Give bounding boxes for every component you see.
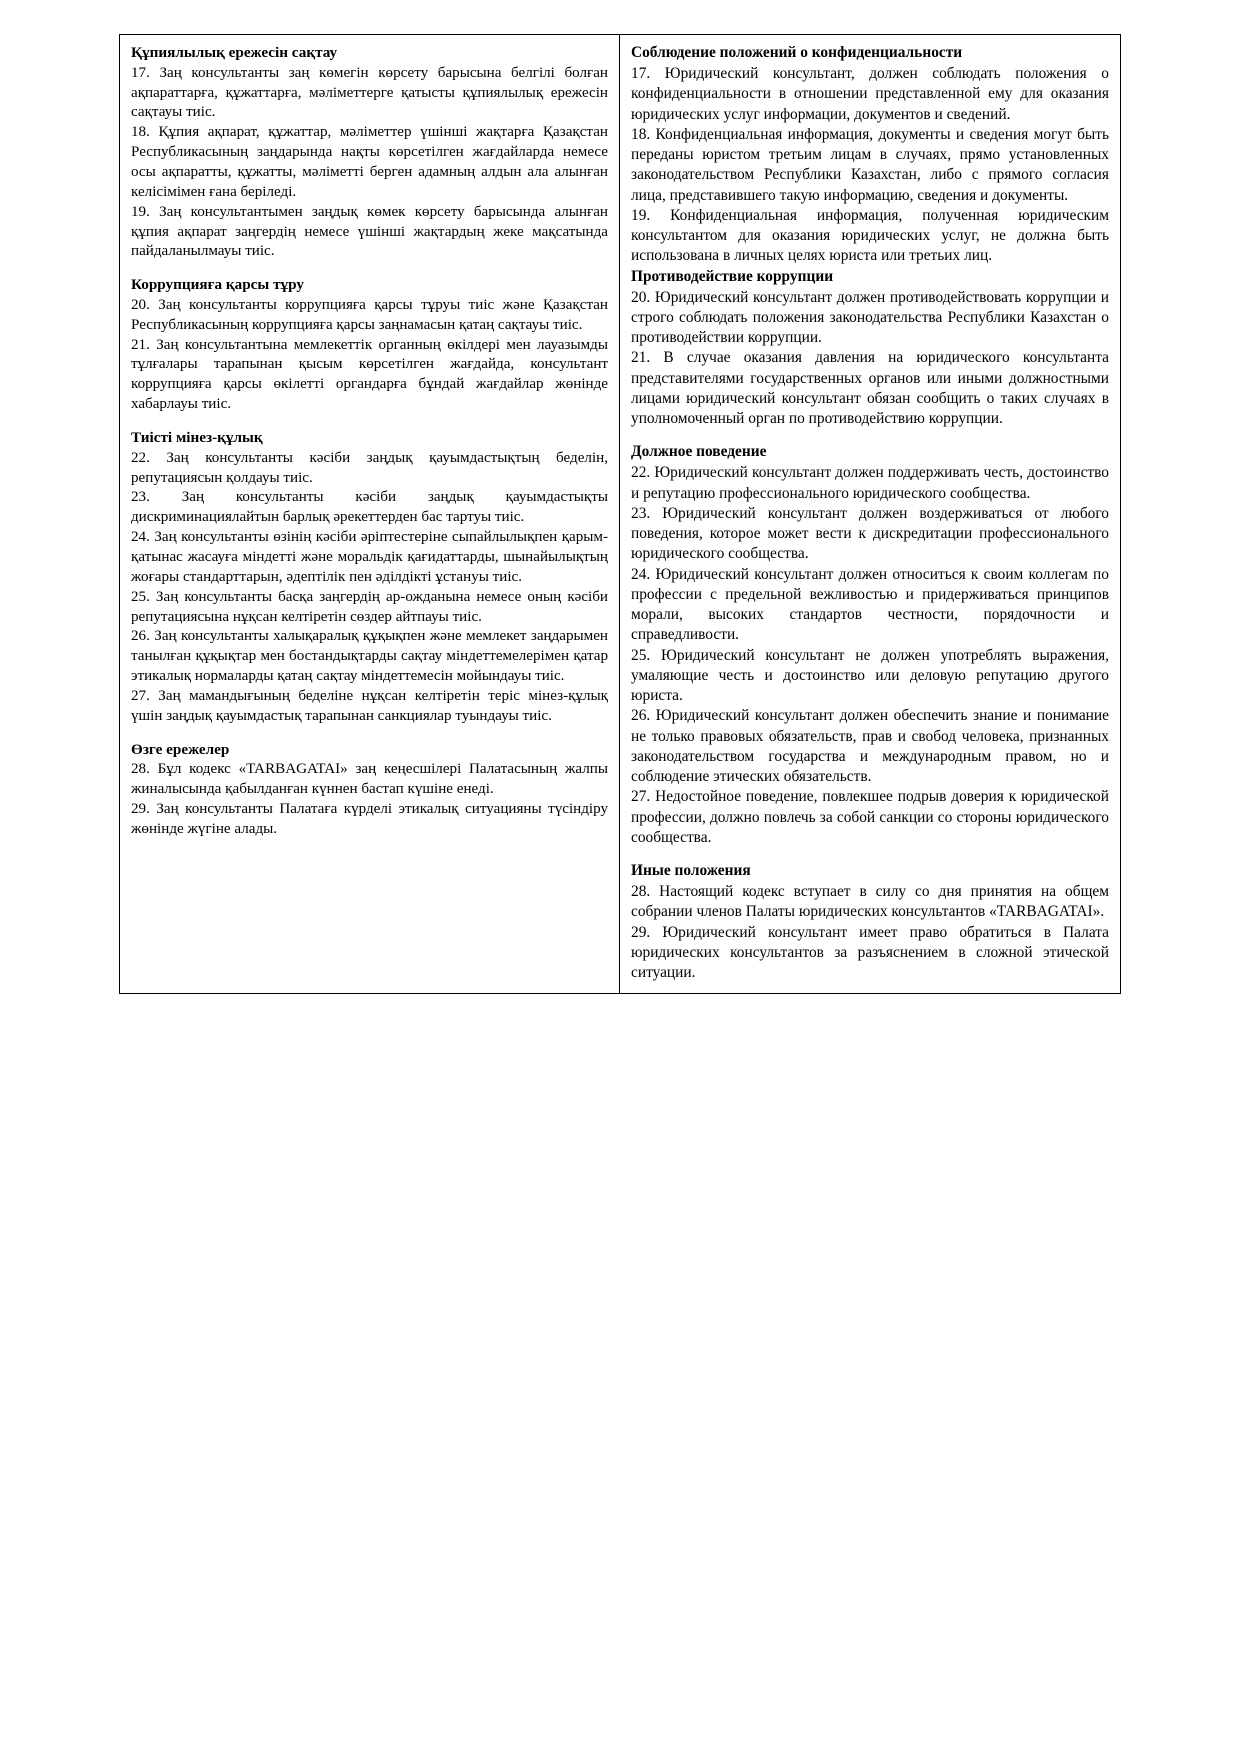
- paragraph-27-ru: 27. Недостойное поведение, повлекшее подрыв доверия к юридической профессии, должно повлечь за собой санкции со стороны юридического сообщества.: [631, 788, 1109, 846]
- paragraph-24-kk: 24. Заң консультанты өзінің кәсіби әріптестеріне сыпайлылықпен қарым-қатынас жасауға міндетті және моральдік қағидаттарды, шынайылықтың жоғары стандарттарын, әдептілік пен әділдікті ұстануы тиіс.: [131, 529, 608, 585]
- paragraph-23-ru: 23. Юридический консультант должен воздерживаться от любого поведения, которое может вести к дискредитации профессионального юридического сообщества.: [631, 504, 1109, 563]
- paragraph-20-kk: 20. Заң консультанты коррупцияға қарсы тұруы тиіс және Қазақстан Республикасының коррупцияға қарсы заңнамасын қатаң сақтауы тиіс.: [131, 296, 608, 333]
- paragraph-21-ru: 21. В случае оказания давления на юридического консультанта представителями государственных органов или иными должностными лицами юридический консультант обязан сообщить о таких случаях в уполномоченный орган по противодействию коррупции.: [631, 349, 1109, 428]
- section-heading-confidentiality-kk: Құпиялылық ережесін сақтау: [131, 44, 338, 61]
- section-heading-conduct-ru: Должное поведение: [631, 443, 767, 461]
- paragraph-27-kk: 27. Заң мамандығының беделіне нұқсан келтіретін теріс мінез-құлық үшін заңдық қауымдастық тарапынан санкциялар туындауы тиіс.: [131, 687, 608, 724]
- paragraph-20-ru: 20. Юридический консультант должен противодействовать коррупции и строго соблюдать положения законодательства Республики Казахстан о противодействии коррупции.: [631, 288, 1109, 347]
- paragraph-29-kk: 29. Заң консультанты Палатаға күрделі этикалық ситуацияны түсіндіру жөнінде жүгіне алады.: [131, 801, 608, 837]
- bilingual-table: [119, 34, 1121, 994]
- section-heading-conduct-kk: Тиісті мінез-құлық: [131, 429, 263, 446]
- paragraph-29-ru: 29. Юридический консультант имеет право обратиться в Палата юридических консультантов за разъяснением в сложной этической ситуации.: [631, 923, 1109, 982]
- paragraph-18-kk: 18. Құпия ақпарат, құжаттар, мәліметтер үшінші жақтарға Қазақстан Республикасының заңдарында нақты көрсетілген жағдайларда немесе осы ақпаратты, құжатты, мәліметті берген адамның алдын ала алынған келісімімен ғана беріледі.: [131, 124, 608, 200]
- paragraph-17-kk: 17. Заң консультанты заң көмегін көрсету барысына белгілі болған ақпараттарға, құжаттарға, мәліметтерге қатысты құпиялылық ережесін сақтауы тиіс.: [131, 64, 608, 121]
- section-heading-other-ru: Иные положения: [631, 862, 751, 880]
- section-heading-anticorruption-kk: Коррупцияға қарсы тұру: [131, 276, 304, 294]
- paragraph-28-ru: 28. Настоящий кодекс вступает в силу со дня принятия на общем собрании членов Палаты юридических консультантов «TARBAGATAI».: [631, 883, 1109, 921]
- paragraph-23-kk: 23. Заң консультанты кәсіби заңдық қауымдастықты дискриминациялайтын барлық әрекеттерден бас тартуы тиіс.: [131, 489, 608, 526]
- paragraph-28-kk: 28. Бұл кодекс «TARBAGATAI» заң кеңесшілері Палатасының жалпы жиналысында қабылданған күннен бастап күшіне енеді.: [131, 761, 608, 798]
- paragraph-22-ru: 22. Юридический консультант должен поддерживать честь, достоинство и репутацию профессионального юридического сообщества.: [631, 464, 1109, 502]
- paragraph-19-kk: 19. Заң консультантымен заңдық көмек көрсету барысында алынған құпия ақпарат заңгердің немесе үшінші жақтардың жеке мақсатында пайдаланылмауы тиіс.: [131, 203, 608, 260]
- paragraph-26-ru: 26. Юридический консультант должен обеспечить знание и понимание не только правовых обязательств, прав и свобод человека, признанных законодательством государства и международным правом, но и соблюдение этических обязательств.: [631, 707, 1109, 786]
- paragraph-25-ru: 25. Юридический консультант не должен употреблять выражения, умаляющие честь и достоинство или деловую репутацию другого юриста.: [631, 646, 1109, 705]
- paragraph-17-ru: 17. Юридический консультант, должен соблюдать положения о конфиденциальности в отношении представленной ему для оказания юридических услуг информации, документов и сведений.: [631, 65, 1109, 123]
- paragraph-21-kk: 21. Заң консультантына мемлекеттік органның өкілдері мен лауазымды тұлғалары тарапынан қысым көрсетілген жағдайда, консультант коррупцияға қарсы өкілетті органдарға бұндай жағдайлар жөнінде хабарлауы тиіс.: [131, 336, 608, 413]
- section-heading-anticorruption-ru: Противодействие коррупции: [631, 267, 834, 285]
- table-cell-russian: [620, 35, 1120, 993]
- section-heading-other-kk: Өзге ережелер: [131, 740, 230, 758]
- table-cell-kazakh: [120, 35, 620, 993]
- paragraph-26-kk: 26. Заң консультанты халықаралық құқықпен және мемлекет заңдарымен танылған құқықтар мен бостандықтарды сақтау міндеттемелерімен қатар этикалық нормаларды қатаң сақтау міндеттемесін мойындауы тиіс.: [131, 628, 608, 685]
- paragraph-22-kk: 22. Заң консультанты кәсіби заңдық қауымдастықтың беделін, репутациясын қолдауы тиіс.: [131, 449, 608, 486]
- section-heading-confidentiality-ru: Соблюдение положений о конфиденциальности: [631, 44, 963, 61]
- paragraph-25-kk: 25. Заң консультанты басқа заңгердің ар-ожданына немесе оның кәсіби репутациясына нұқсан келтіретін сөздер айтпауы тиіс.: [131, 588, 608, 625]
- paragraph-18-ru: 18. Конфиденциальная информация, документы и сведения могут быть переданы юристом третьим лицам в случаях, прямо установленных законодательством Республики Казахстан, либо с прямого согласия лица, представившего такую информацию, сведения и документы.: [631, 125, 1109, 204]
- paragraph-24-ru: 24. Юридический консультант должен относиться к своим коллегам по профессии с предельной вежливостью и придерживаться принципов морали, высоких стандартов честности, порядочности и справедливости.: [631, 565, 1109, 644]
- paragraph-19-ru: 19. Конфиденциальная информация, полученная юридическим консультантом для оказания юридических услуг, не должна быть использована в личных целях юриста или третьих лиц.: [631, 206, 1109, 265]
